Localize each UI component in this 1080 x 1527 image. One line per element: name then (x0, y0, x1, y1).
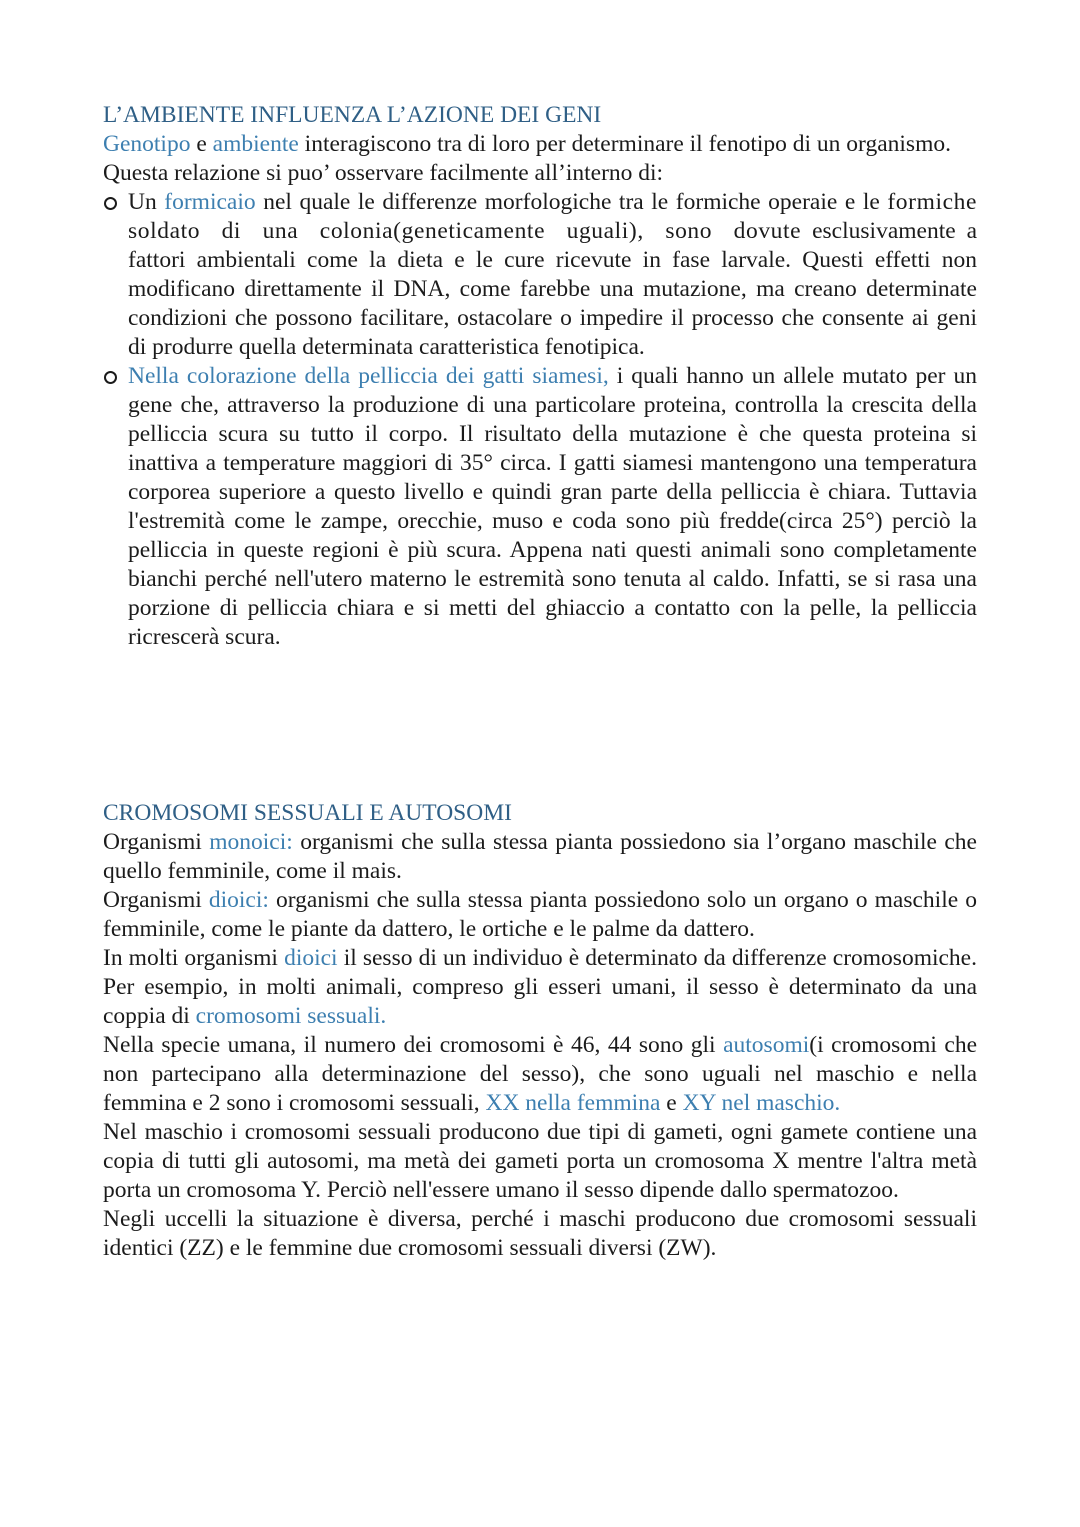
paragraph-maschio: Nel maschio i cromosomi sessuali producono due tipi di gameti, ogni gamete contiene una copia di tutti gli autosomi, ma metà dei gameti porta un cromosoma X mentre l'altra metà porta un cromosoma Y. Perciò nell'essere umano il sesso dipende dallo spermatozoo. (103, 1119, 977, 1203)
intro-paragraph: Genotipo e ambiente interagiscono tra di loro per determinare il fenotipo di un organismo. (103, 131, 951, 157)
hollow-bullet-icon (104, 371, 117, 384)
term-cromosomi-sessuali: cromosomi sessuali. (195, 1003, 387, 1029)
section-heading: L’AMBIENTE INFLUENZA L’AZIONE DEI GENI (103, 102, 602, 128)
term-formicaio: formicaio (164, 189, 256, 215)
term-autosomi: autosomi (723, 1032, 810, 1058)
term-ambiente: ambiente (212, 131, 299, 157)
list-item-gatti-siamesi: Nella colorazione della pelliccia dei gatti siamesi, i quali hanno un allele mutato per un gene che, attraverso la produzione di una particolare proteina, controlla la crescita della pelliccia scura su tutto il corpo. Il risultato della mutazione è che questa proteina si inattiva a temperature maggiori di 35° circa. I gatti siamesi mantengono una temperatura corporea superiore a questo livello e quindi gran parte della pelliccia è chiara. Tuttavia l'estremità come le zampe, orecchie, muso e coda sono più fredde(circa 25°) perciò la pelliccia in queste regioni è più scura. Appena nati questi animali sono completamente bianchi perché nell'utero materno le estremità sono tenuta al caldo. Infatti, se si rasa una porzione di pelliccia chiara e si metti del ghiaccio a contatto con la pelle, la pelliccia ricrescerà scura. (103, 362, 977, 652)
term-genotipo: Genotipo (103, 131, 191, 157)
relation-paragraph: Questa relazione si puo’ osservare facilmente all’interno di: (103, 160, 664, 186)
section-sex-chromosomes (103, 799, 977, 1263)
term-dioici: dioici: (208, 887, 269, 913)
paragraph-molti-organismi: In molti organismi dioici il sesso di un individuo è determinato da differenze cromosomiche. Per esempio, in molti animali, compreso gli esseri umani, il sesso è determinato da una coppia di cromosomi sessuali. (103, 945, 977, 1029)
section-environment-genes (103, 101, 977, 652)
section-heading: CROMOSOMI SESSUALI E AUTOSOMI (103, 800, 512, 826)
term-xy-maschio: XY nel maschio. (682, 1090, 841, 1116)
list-item-formicaio: Un formicaio nel quale le differenze morfologiche tra le formiche operaie e le formiche soldato di una colonia(geneticamente uguali), sono dovute esclusivamente a fattori ambientali come la dieta e le cure ricevute in fase larvale. Questi effetti non modificano direttamente il DNA, come farebbe una mutazione, ma creano determinate condizioni che possono facilitare, ostacolare o impedire il processo che consente ai geni di produrre quella determinata caratteristica fenotipica. (103, 188, 977, 362)
term-dioici: dioici (284, 945, 338, 971)
term-xx-femmina: XX nella femmina (485, 1090, 661, 1116)
paragraph-specie-umana: Nella specie umana, il numero dei cromosomi è 46, 44 sono gli autosomi(i cromosomi che non partecipano alla determinazione del sesso), che sono uguali nel maschio e nella femmina e 2 sono i cromosomi sessuali, XX nella femmina e XY nel maschio. (103, 1032, 977, 1116)
term-monoici: monoici: (209, 829, 293, 855)
term-gatti-siamesi: Nella colorazione della pelliccia dei gatti siamesi, (128, 363, 609, 389)
paragraph-dioici: Organismi dioici: organismi che sulla stessa pianta possiedono solo un organo o maschile o femminile, come le piante da dattero, le ortiche e le palme da dattero. (103, 887, 977, 942)
example-list (103, 188, 977, 652)
paragraph-uccelli: Negli uccelli la situazione è diversa, perché i maschi producono due cromosomi sessuali identici (ZZ) e le femmine due cromosomi sessuali diversi (ZW). (103, 1206, 977, 1261)
paragraph-monoici: Organismi monoici: organismi che sulla stessa pianta possiedono sia l’organo maschile che quello femminile, come il mais. (103, 829, 977, 884)
hollow-bullet-icon (104, 197, 117, 210)
